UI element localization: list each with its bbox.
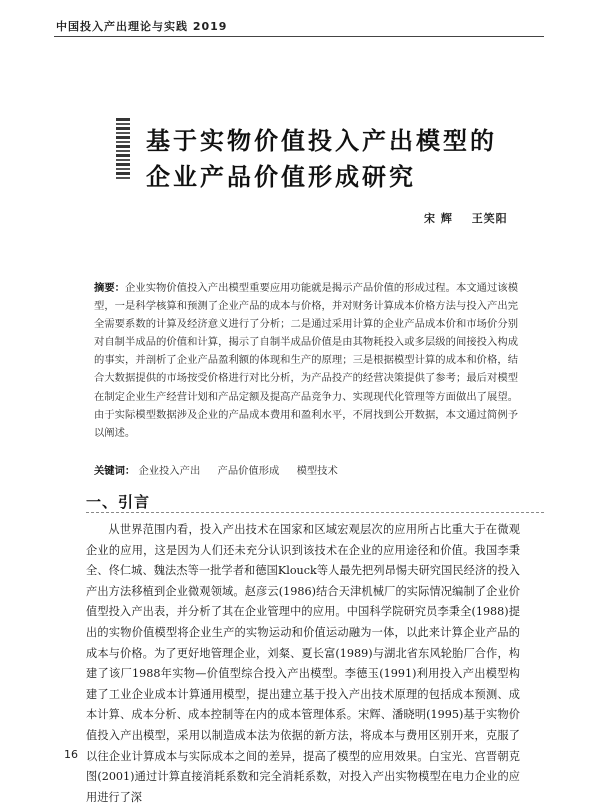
keywords: [94, 462, 352, 477]
title-line-1: 基于实物价值投入产出模型的: [146, 126, 497, 155]
page-number: 16: [64, 748, 78, 761]
header-divider: [54, 36, 544, 37]
title-line-2: 企业产品价值形成研究: [146, 162, 416, 191]
author-2: 王笑阳: [471, 212, 508, 225]
keywords-label: 关键词：: [94, 465, 136, 477]
author-list: [424, 210, 522, 226]
keyword-2: 产品价值形成: [217, 465, 280, 477]
section-heading-introduction: 一、引言: [86, 493, 151, 511]
body-paragraph: 从世界范围内看，投入产出技术在国家和区域宏观层次的应用所占比重大于在微观企业的应用，这是因为人们还未充分认识到该技术在企业的应用途径和价值。我国李秉全、佟仁城、魏法杰等一批学者和德国Klouck等人最先把列昂惕夫研究国民经济的投入产出方法移植到企业微观领域。赵彦云(1986)结合天津机械厂的实际情况编制了企业价值型投入产出表，并分析了其在企业管理中的应用。中国科学院研究员李秉全(1988)提出的实物价值模型将企业生产的实物运动和价值运动融为一体，以此来计算企业产品的成本与价格。为了更好地管理企业，刘粲、夏长富(1989)与湖北省东风轮胎厂合作，构建了该厂1988年实物—价值型综合投入产出模型。李德玉(1991)利用投入产出模型构建了工业企业成本计算通用模型，提出建立基于投入产出技术原理的包括成本预测、成本计算、成本分析、成本控制等在内的成本管理体系。宋辉、潘晓明(1995)基于实物价值投入产出模型，采用以制造成本法为依据的新方法，将成本与费用区别开来，克服了以往企业计算成本与实际成本之间的差异，提高了模型的应用效果。白宝光、宫晋朝克图(2001)通过计算直接消耗系数和完全消耗系数，对投入产出实物模型在电力企业的应用进行了深: [86, 523, 520, 804]
section-divider: [86, 512, 544, 513]
keyword-1: 企业投入产出: [138, 465, 201, 477]
keyword-3: 模型技术: [296, 465, 338, 477]
author-1: 宋 辉: [424, 212, 453, 225]
abstract-text: 企业实物价值投入产出模型重要应用功能就是揭示产品价值的形成过程。本文通过该模型，一是科学核算和预测了企业产品的成本与价格，并对财务计算成本价格方法与投入产出完全需要系数的计算及经济意义进行了分析；二是通过采用计算的企业产品成本价和市场价分别对自制半成品的价值和计算，揭示了自制半成品价值是由其物耗投入或多层级的间接投入构成的事实，并剖析了企业产品盈利额的体现和生产的原理；三是根据模型计算的成本和价格，结合大数据提供的市场按受价格进行对比分析，为产品投产的经营决策提供了参考；最后对模型在制定企业生产经营计划和产品定额及提高产品竞争力、实现现代化管理等方面做出了展望。由于实际模型数据涉及企业的产品成本费用和盈利水平，不屑找到公开数据，本文通过简例予以阐述。: [94, 282, 519, 439]
abstract-label: 摘要：: [94, 282, 126, 294]
journal-header: 中国投入产出理论与实践 2019: [56, 20, 228, 33]
title-side-decoration: [116, 118, 130, 180]
article-title: [146, 123, 497, 195]
abstract: [94, 279, 518, 442]
